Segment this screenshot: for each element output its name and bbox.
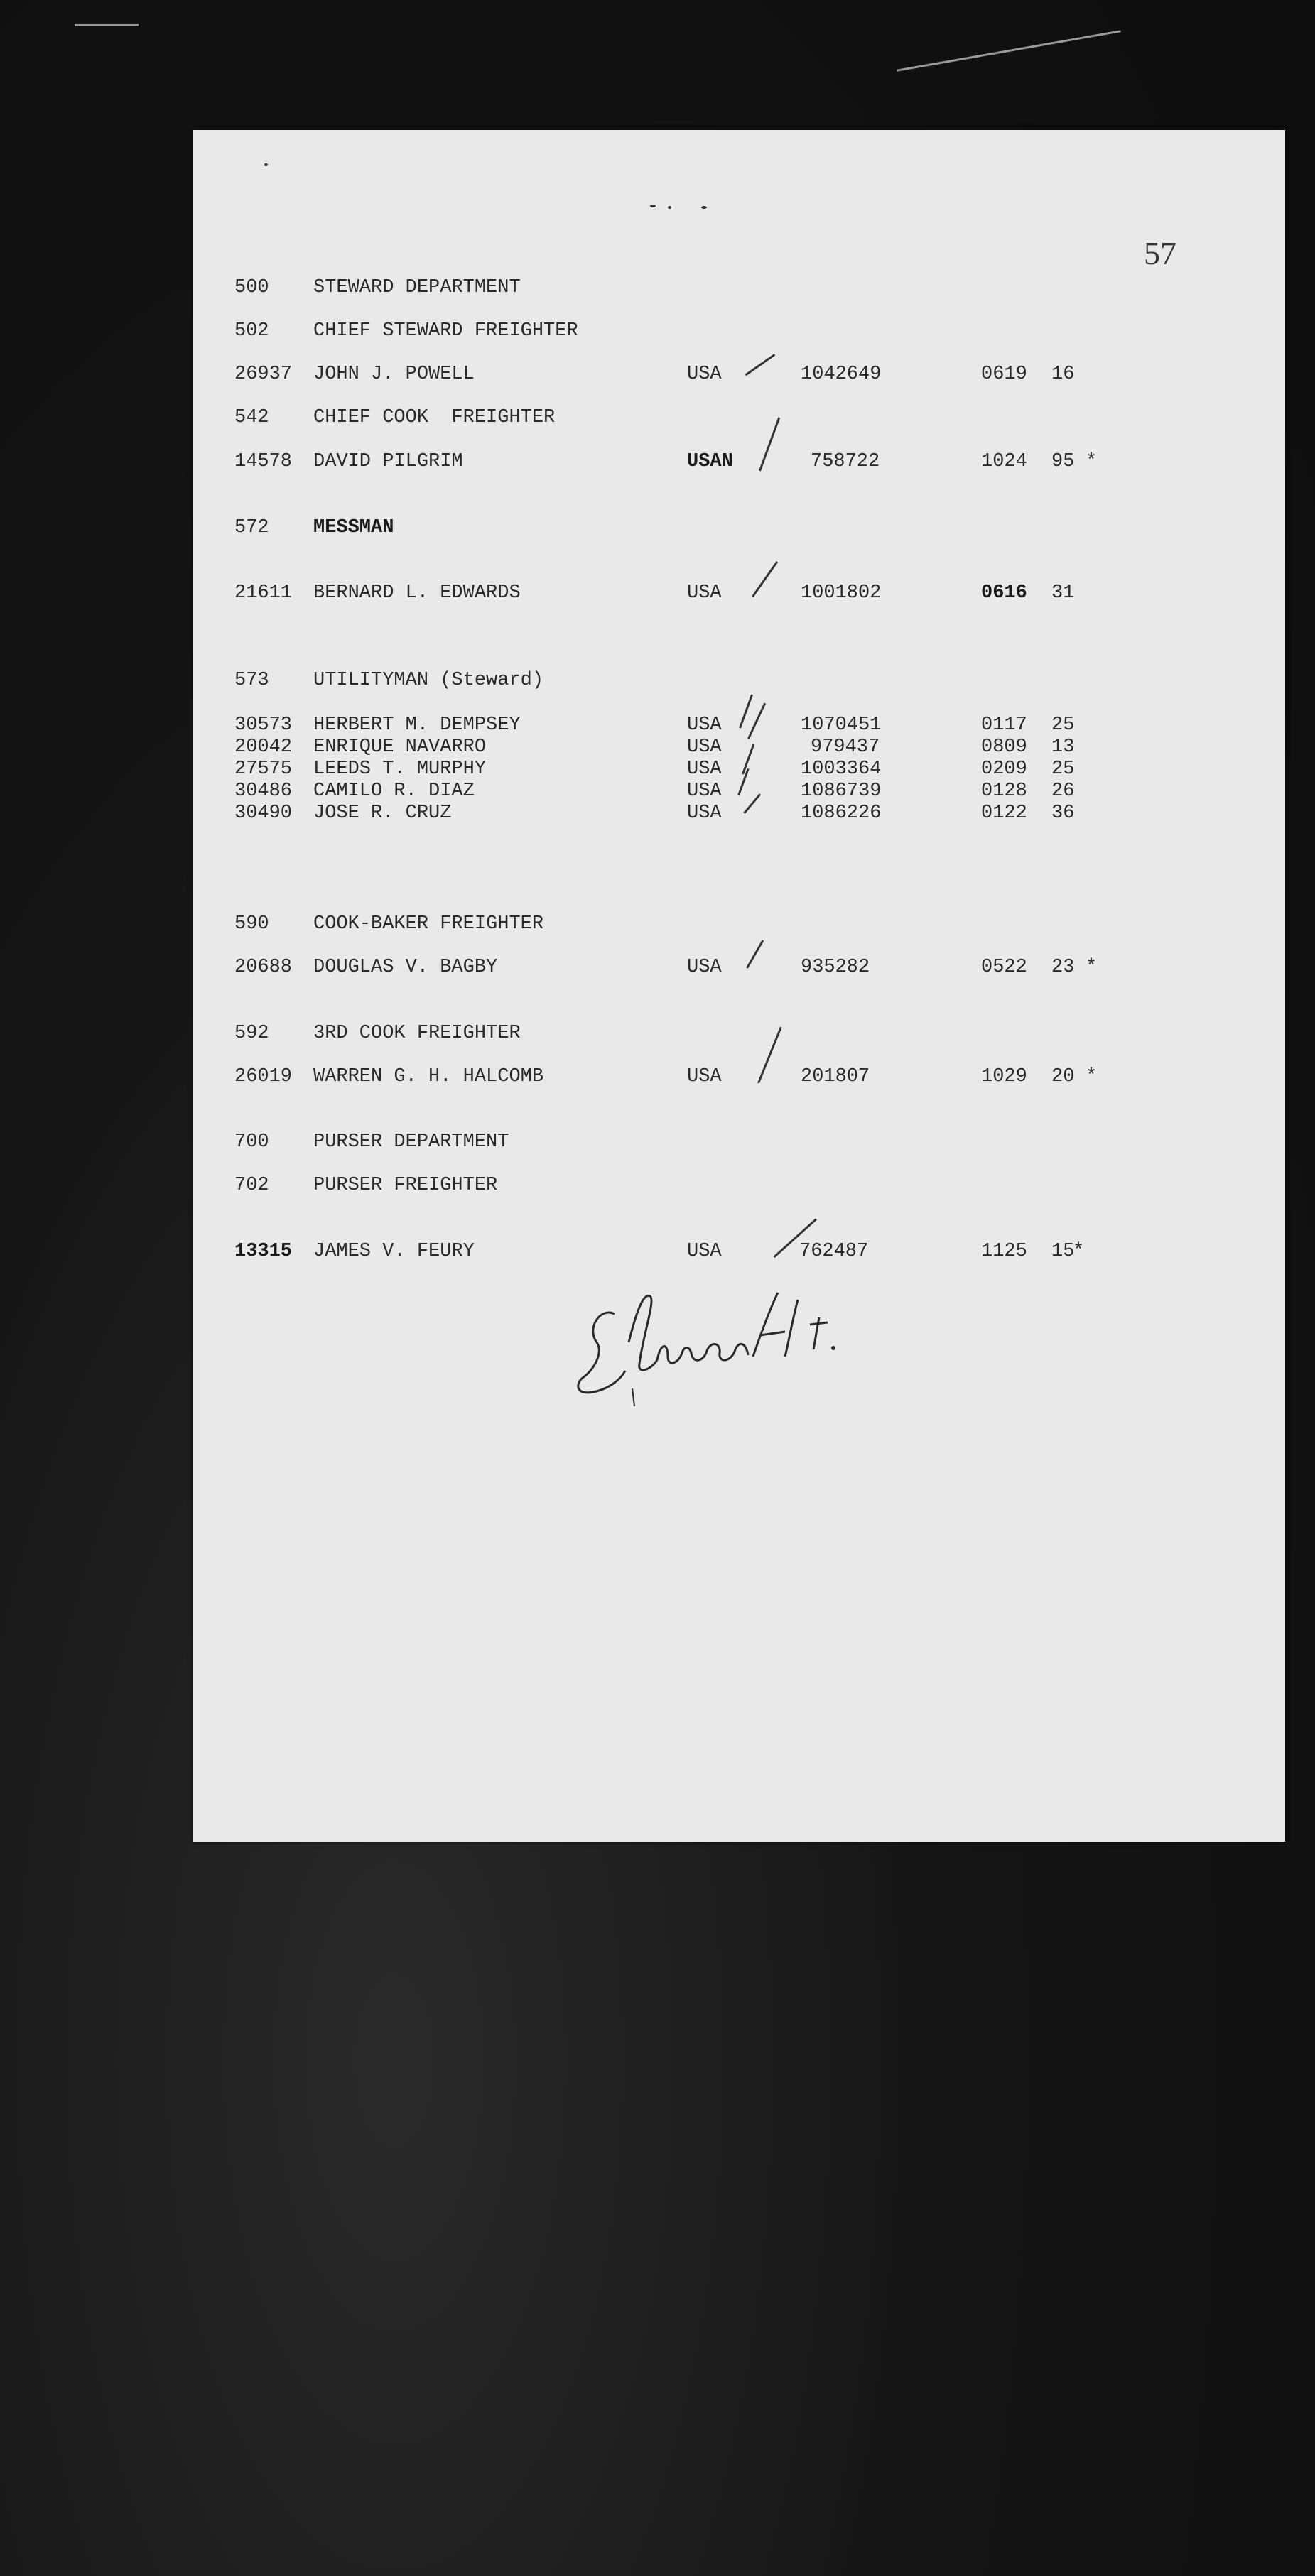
crew-nationality: USA (687, 803, 722, 824)
section-code: 702 (234, 1175, 269, 1196)
crew-name: BERNARD L. EDWARDS (313, 582, 521, 604)
section-title: CHIEF COOK FREIGHTER (313, 407, 556, 428)
crew-age: 26 (1051, 781, 1075, 802)
crew-row (0, 364, 1315, 388)
section-title: MESSMAN (313, 517, 394, 538)
section-heading (0, 1023, 1315, 1047)
crew-date: 0616 (981, 582, 1027, 604)
crew-name: ENRIQUE NAVARRO (313, 737, 487, 758)
section-heading (0, 407, 1315, 431)
crew-certificate: 1086226 (801, 803, 882, 824)
crew-nationality: USA (687, 957, 722, 978)
crew-nationality: USA (687, 364, 722, 385)
crew-row (0, 714, 1315, 739)
crew-date: 0209 (981, 759, 1027, 780)
crew-number: 30486 (234, 781, 293, 802)
crew-age: 25 (1051, 759, 1075, 780)
section-heading (0, 670, 1315, 694)
crew-row (0, 582, 1315, 607)
section-code: 573 (234, 670, 269, 691)
crew-date: 1029 (981, 1066, 1027, 1087)
section-code: 572 (234, 517, 269, 538)
crew-nationality: USA (687, 737, 722, 758)
crew-date: 1024 (981, 451, 1027, 472)
section-title: CHIEF STEWARD FREIGHTER (313, 320, 578, 342)
crew-mark: * (1086, 1066, 1098, 1087)
crew-age: 95 (1051, 451, 1075, 472)
crew-row (0, 759, 1315, 783)
section-title: 3RD COOK FREIGHTER (313, 1023, 521, 1044)
crew-number: 14578 (234, 451, 293, 472)
crew-certificate: 935282 (801, 957, 870, 978)
ink-speck (650, 205, 656, 207)
crew-row (0, 451, 1315, 475)
crew-number: 26937 (234, 364, 293, 385)
crew-number: 30490 (234, 803, 293, 824)
crew-date: 0122 (981, 803, 1027, 824)
crew-name: JOHN J. POWELL (313, 364, 475, 385)
section-heading (0, 913, 1315, 938)
crew-number: 20688 (234, 957, 293, 978)
section-title: STEWARD DEPARTMENT (313, 277, 521, 298)
section-title: UTILITYMAN (Steward) (313, 670, 544, 691)
crew-name: LEEDS T. MURPHY (313, 759, 487, 780)
crew-name: CAMILO R. DIAZ (313, 781, 475, 802)
crew-name: HERBERT M. DEMPSEY (313, 714, 521, 736)
crew-nationality: USA (687, 781, 722, 802)
ink-speck (264, 163, 268, 166)
crew-certificate: 1003364 (801, 759, 882, 780)
section-title: PURSER FREIGHTER (313, 1175, 498, 1196)
crew-certificate: 1070451 (801, 714, 882, 736)
crew-age: 25 (1051, 714, 1075, 736)
crew-certificate: 758722 (811, 451, 880, 472)
scan-edge-mark (75, 24, 139, 26)
section-heading (0, 517, 1315, 541)
crew-date: 0117 (981, 714, 1027, 736)
crew-row (0, 737, 1315, 761)
page-number: 57 (1144, 235, 1176, 271)
crew-age: 31 (1051, 582, 1075, 604)
crew-age: 36 (1051, 803, 1075, 824)
crew-nationality: USA (687, 759, 722, 780)
crew-number: 26019 (234, 1066, 293, 1087)
crew-name: DOUGLAS V. BAGBY (313, 957, 498, 978)
crew-certificate: 1001802 (801, 582, 882, 604)
crew-number: 20042 (234, 737, 293, 758)
crew-name: WARREN G. H. HALCOMB (313, 1066, 544, 1087)
crew-nationality: USA (687, 582, 722, 604)
section-title: PURSER DEPARTMENT (313, 1131, 509, 1153)
crew-mark: * (1073, 1241, 1085, 1262)
crew-age: 13 (1051, 737, 1075, 758)
section-code: 542 (234, 407, 269, 428)
crew-age: 15 (1051, 1241, 1075, 1262)
crew-nationality: USA (687, 1066, 722, 1087)
crew-number: 21611 (234, 582, 293, 604)
crew-number: 27575 (234, 759, 293, 780)
crew-date: 0809 (981, 737, 1027, 758)
crew-certificate: 979437 (811, 737, 880, 758)
section-code: 592 (234, 1023, 269, 1044)
crew-name: JAMES V. FEURY (313, 1241, 475, 1262)
crew-certificate: 201807 (801, 1066, 870, 1087)
crew-row (0, 1241, 1315, 1265)
ink-speck (701, 206, 707, 209)
crew-number: 13315 (234, 1241, 293, 1262)
crew-age: 16 (1051, 364, 1075, 385)
crew-name: DAVID PILGRIM (313, 451, 463, 472)
crew-age: 23 (1051, 957, 1075, 978)
crew-certificate: 1086739 (801, 781, 882, 802)
section-heading (0, 277, 1315, 301)
crew-certificate: 1042649 (801, 364, 882, 385)
crew-date: 1125 (981, 1241, 1027, 1262)
section-code: 502 (234, 320, 269, 342)
crew-number: 30573 (234, 714, 293, 736)
crew-mark: * (1086, 451, 1098, 472)
crew-name: JOSE R. CRUZ (313, 803, 452, 824)
section-code: 700 (234, 1131, 269, 1153)
crew-date: 0619 (981, 364, 1027, 385)
crew-nationality: USA (687, 1241, 722, 1262)
crew-date: 0522 (981, 957, 1027, 978)
crew-nationality: USA (687, 714, 722, 736)
crew-row (0, 1066, 1315, 1090)
crew-row (0, 781, 1315, 805)
crew-age: 20 (1051, 1066, 1075, 1087)
section-heading (0, 1131, 1315, 1156)
section-code: 590 (234, 913, 269, 935)
crew-certificate: 762487 (799, 1241, 869, 1262)
crew-mark: * (1086, 957, 1098, 978)
handwritten-signature (572, 1264, 842, 1428)
crew-date: 0128 (981, 781, 1027, 802)
section-title: COOK-BAKER FREIGHTER (313, 913, 544, 935)
section-heading (0, 320, 1315, 344)
crew-nationality: USAN (687, 451, 733, 472)
section-heading (0, 1175, 1315, 1199)
ink-speck (668, 206, 671, 209)
crew-row (0, 803, 1315, 827)
section-code: 500 (234, 277, 269, 298)
crew-row (0, 957, 1315, 981)
